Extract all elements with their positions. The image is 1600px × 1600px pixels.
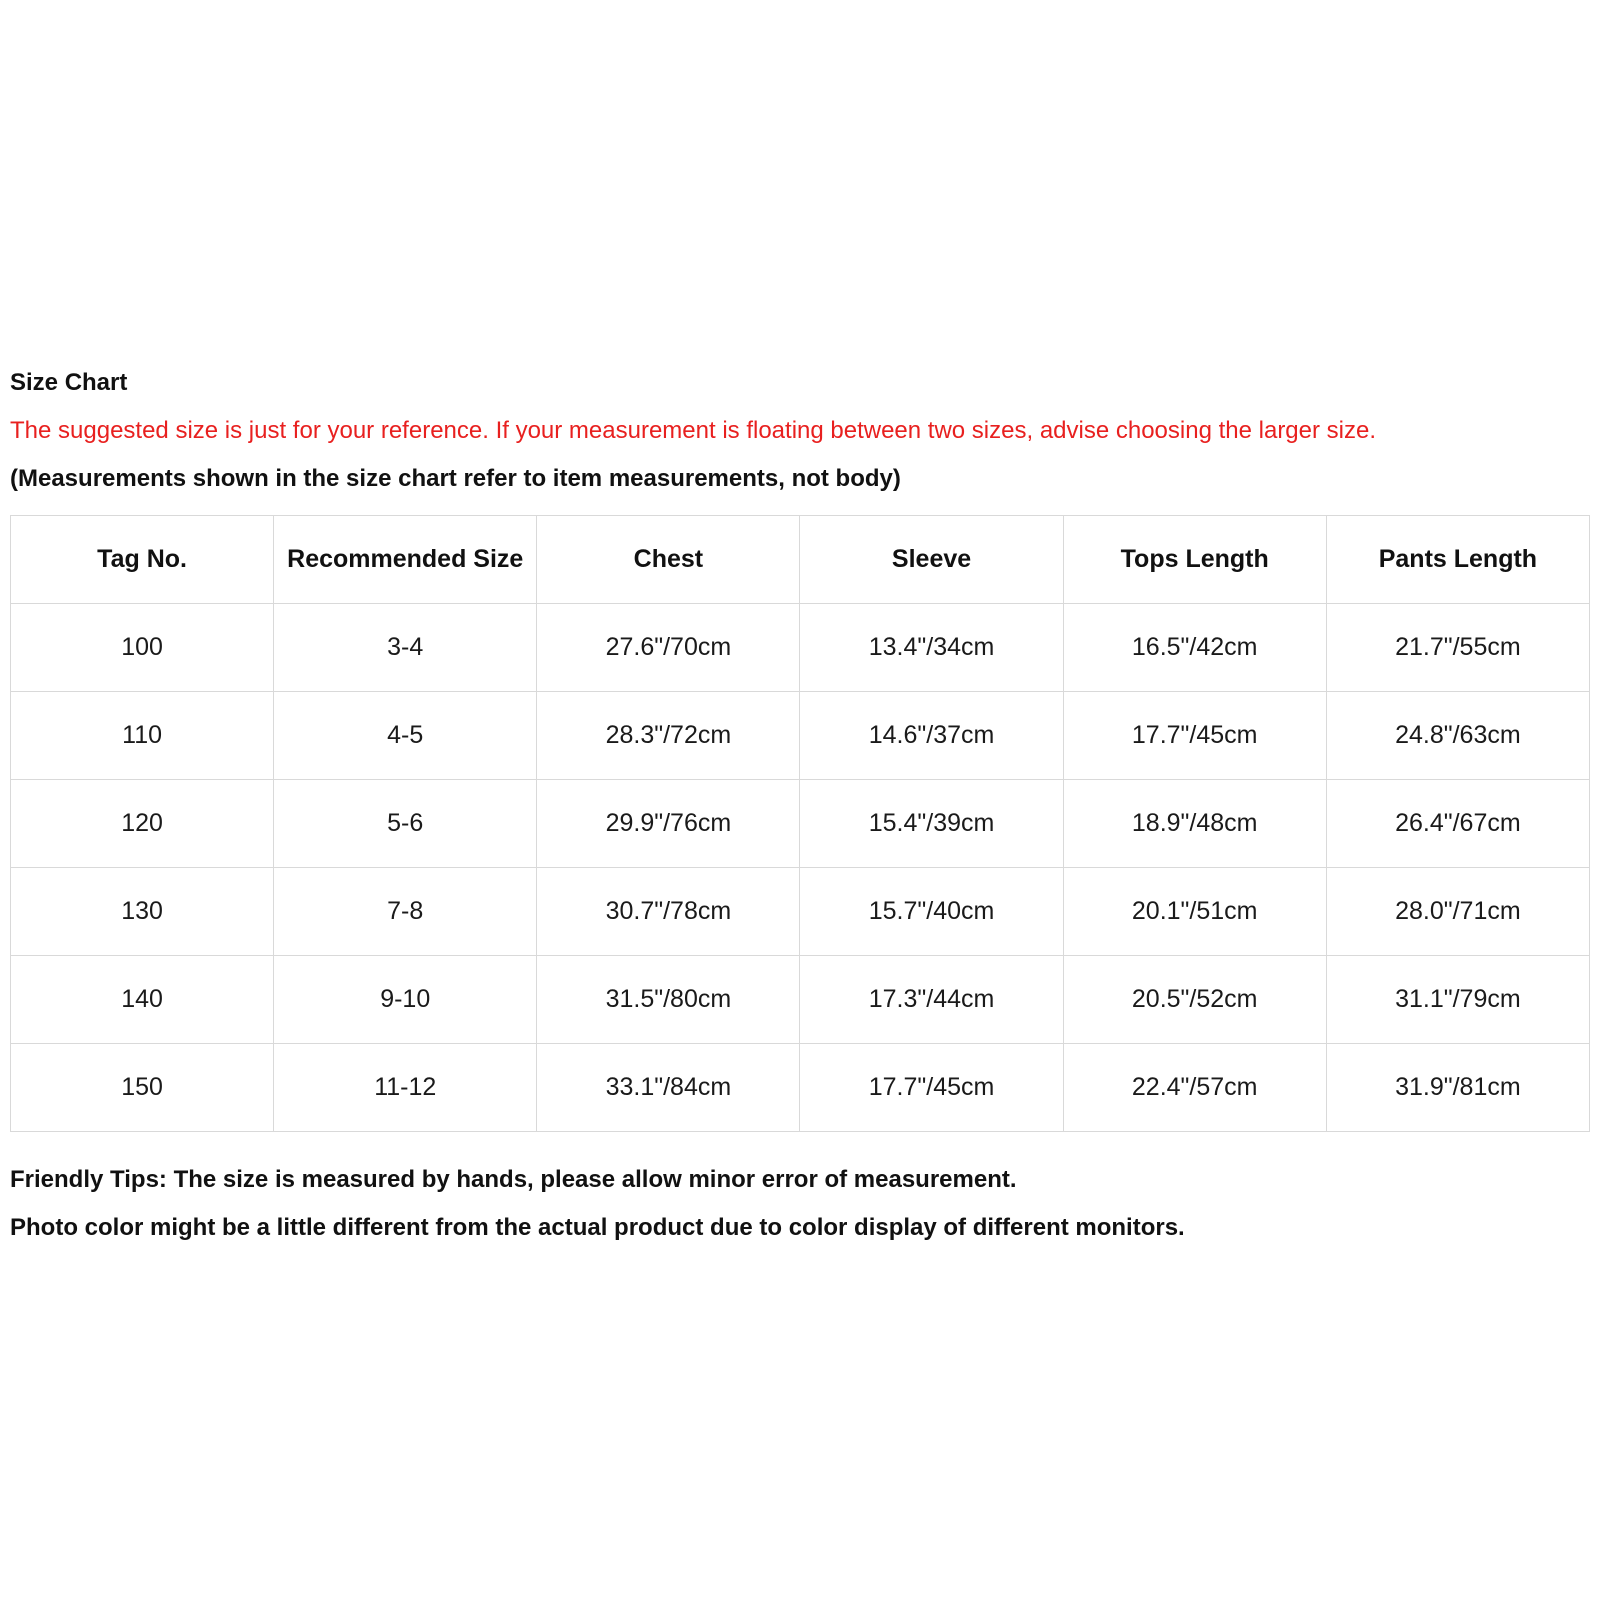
cell-pants-length: 26.4"/67cm (1326, 780, 1589, 868)
cell-tops-length: 20.1"/51cm (1063, 868, 1326, 956)
cell-chest: 30.7"/78cm (537, 868, 800, 956)
cell-tops-length: 17.7"/45cm (1063, 692, 1326, 780)
cell-tops-length: 16.5"/42cm (1063, 604, 1326, 692)
size-table (10, 515, 1590, 1132)
cell-recommended-size: 4-5 (274, 692, 537, 780)
column-header-pants-length: Pants Length (1326, 516, 1589, 604)
size-notice: The suggested size is just for your reference. If your measurement is floating between two sizes, advise choosing the larger size. (10, 417, 1377, 444)
cell-pants-length: 31.1"/79cm (1326, 956, 1589, 1044)
cell-tag-no: 130 (11, 868, 274, 956)
color-disclaimer: Photo color might be a little different from the actual product due to color display of different monitors. (10, 1214, 1185, 1241)
cell-pants-length: 31.9"/81cm (1326, 1044, 1589, 1132)
cell-tag-no: 100 (11, 604, 274, 692)
cell-pants-length: 24.8"/63cm (1326, 692, 1589, 780)
cell-sleeve: 14.6"/37cm (800, 692, 1063, 780)
cell-tag-no: 110 (11, 692, 274, 780)
table-row (11, 956, 1590, 1044)
column-header-sleeve: Sleeve (800, 516, 1063, 604)
cell-tag-no: 150 (11, 1044, 274, 1132)
cell-sleeve: 17.3"/44cm (800, 956, 1063, 1044)
cell-chest: 33.1"/84cm (537, 1044, 800, 1132)
table-row (11, 780, 1590, 868)
cell-sleeve: 17.7"/45cm (800, 1044, 1063, 1132)
cell-pants-length: 21.7"/55cm (1326, 604, 1589, 692)
cell-recommended-size: 7-8 (274, 868, 537, 956)
cell-chest: 31.5"/80cm (537, 956, 800, 1044)
cell-sleeve: 15.4"/39cm (800, 780, 1063, 868)
table-header-row (11, 516, 1590, 604)
cell-tops-length: 20.5"/52cm (1063, 956, 1326, 1044)
column-header-recommended-size: Recommended Size (274, 516, 537, 604)
cell-sleeve: 15.7"/40cm (800, 868, 1063, 956)
cell-chest: 28.3"/72cm (537, 692, 800, 780)
cell-tag-no: 140 (11, 956, 274, 1044)
cell-recommended-size: 9-10 (274, 956, 537, 1044)
cell-pants-length: 28.0"/71cm (1326, 868, 1589, 956)
column-header-tag-no: Tag No. (11, 516, 274, 604)
cell-tag-no: 120 (11, 780, 274, 868)
column-header-chest: Chest (537, 516, 800, 604)
friendly-tips: Friendly Tips: The size is measured by hands, please allow minor error of measurement. (10, 1166, 1017, 1193)
table-row (11, 868, 1590, 956)
table-row (11, 604, 1590, 692)
cell-tops-length: 18.9"/48cm (1063, 780, 1326, 868)
cell-recommended-size: 5-6 (274, 780, 537, 868)
column-header-tops-length: Tops Length (1063, 516, 1326, 604)
page-title: Size Chart (10, 369, 128, 396)
table-row (11, 692, 1590, 780)
cell-chest: 29.9"/76cm (537, 780, 800, 868)
cell-sleeve: 13.4"/34cm (800, 604, 1063, 692)
measurement-note: (Measurements shown in the size chart refer to item measurements, not body) (10, 465, 901, 492)
cell-tops-length: 22.4"/57cm (1063, 1044, 1326, 1132)
cell-recommended-size: 3-4 (274, 604, 537, 692)
cell-recommended-size: 11-12 (274, 1044, 537, 1132)
table-row (11, 1044, 1590, 1132)
cell-chest: 27.6"/70cm (537, 604, 800, 692)
